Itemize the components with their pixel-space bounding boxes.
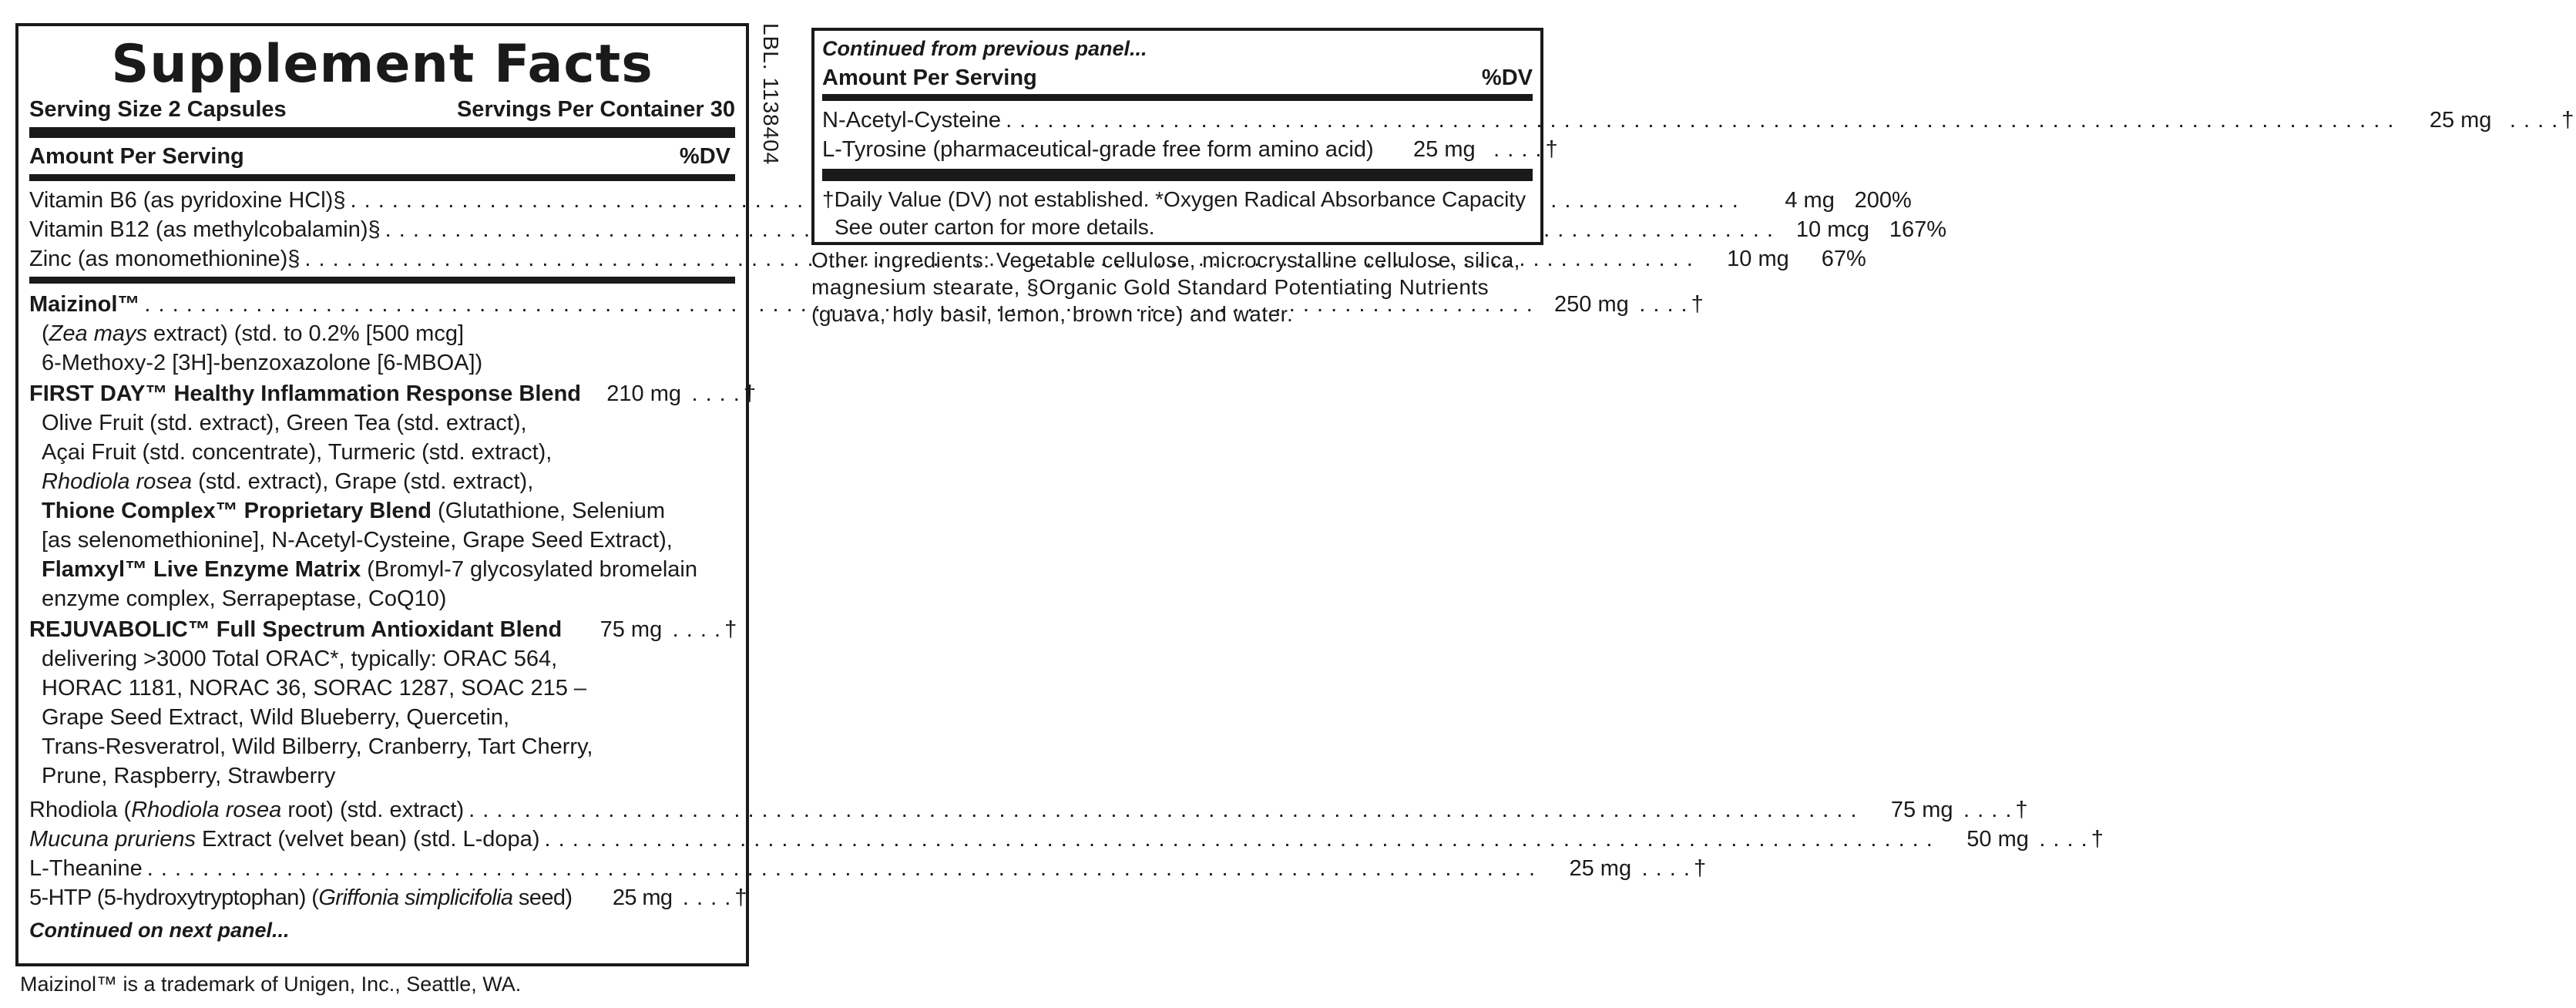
nutrient-row: Zinc (as monomethionine)§ . . . 10 mg 67% [29, 244, 735, 274]
ingredient-description: (Zea mays extract) (std. to 0.2% [500 mcg] [42, 321, 464, 346]
continued-next-label: Continued on next panel... [29, 919, 290, 942]
dv-header: %DV [679, 144, 730, 169]
dv-note: †Daily Value (DV) not established. *Oxygen Radical Absorbance Capacity [822, 187, 1526, 211]
leader-dots [544, 825, 1933, 854]
blend-line: Flamxyl™ Live Enzyme Matrix (Bromyl-7 glycosylated bromelain [42, 557, 697, 582]
blend-line: Olive Fruit (std. extract), Green Tea (std. extract), [42, 411, 527, 435]
blend-line: HORAC 1181, NORAC 36, SORAC 1287, SOAC 215 – [42, 676, 587, 701]
panel-title: Supplement Facts [111, 34, 653, 95]
blend-line: delivering >3000 Total ORAC*, typically: ORAC 564, [42, 647, 558, 671]
blend-line: Trans-Resveratrol, Wild Bilberry, Cranberry, Tart Cherry, [42, 734, 593, 759]
ingredient-row: L-Theanine . . . 25 mg . . . . † [29, 854, 735, 883]
blend-line: Açai Fruit (std. concentrate), Turmeric (std. extract), [42, 440, 552, 465]
servings-per-container: Servings Per Container 30 [456, 97, 735, 122]
leader-dots [1006, 106, 2394, 135]
blend-line: [as selenomethionine], N-Acetyl-Cysteine, Grape Seed Extract), [42, 528, 673, 553]
single-ingredients [29, 795, 2106, 912]
blend-line: Thione Complex™ Proprietary Blend (Glutathione, Selenium [42, 499, 666, 523]
rejuvabolic-block [29, 615, 740, 791]
amount-per-serving-label: Amount Per Serving [29, 144, 244, 169]
nutrient-row: Vitamin B6 (as pyridoxine HCl)§ . . . 4 mg 200% [29, 186, 735, 215]
leader-dots [469, 795, 1857, 825]
blend-line: Rhodiola rosea (std. extract), Grape (std. extract), [42, 469, 534, 494]
label-code [755, 23, 786, 200]
blend-line: Prune, Raspberry, Strawberry [42, 764, 336, 788]
serving-info [29, 97, 735, 123]
blend-line: enzyme complex, Serrapeptase, CoQ10) [42, 586, 447, 611]
ingredient-row: 5-HTP (5-hydroxytryptophan) (Griffonia simplicifolia seed) 25 mg . . . . † [29, 883, 735, 912]
carton-note: See outer carton for more details. [835, 215, 1155, 239]
amount-header [822, 66, 1533, 91]
ingredient-row: FIRST DAY™ Healthy Inflammation Response Blend 210 mg . . . . † [29, 379, 735, 408]
amount-header [29, 138, 735, 174]
ingredient-row: REJUVABOLIC™ Full Spectrum Antioxidant Blend 75 mg . . . . † [29, 615, 735, 644]
continued-items [822, 106, 2576, 164]
ingredient-description: 6-Methoxy-2 [3H]-benzoxazolone [6-MBOA]) [42, 351, 483, 375]
dv-header: %DV [1481, 66, 1533, 90]
trademark-footnote: Maizinol™ is a trademark of Unigen, Inc., Seattle, WA. [20, 973, 522, 996]
blend-line: Grape Seed Extract, Wild Blueberry, Quercetin, [42, 705, 510, 730]
ingredient-row: L-Tyrosine (pharmaceutical-grade free form amino acid) 25 mg . . . . † [822, 135, 1533, 164]
ingredient-row: N-Acetyl-Cysteine . . . 25 mg . . . . † [822, 106, 1533, 135]
divider [29, 127, 735, 138]
continued-prev-label: Continued from previous panel... [822, 37, 1147, 60]
divider [822, 169, 1533, 181]
leader-dots [147, 854, 1536, 883]
divider [29, 174, 735, 181]
first-day-block [29, 379, 758, 613]
ingredient-row: Rhodiola (Rhodiola rosea root) (std. extract) . . . 75 mg . . . . † [29, 795, 735, 825]
maizinol-block [29, 290, 1706, 378]
ingredient-row: Mucuna pruriens Extract (velvet bean) (std. L-dopa) . . . 50 mg . . . . † [29, 825, 735, 854]
other-ingredients: Other ingredients: Vegetable cellulose, microcrystalline cellulose, silica, magnesium stearate, §Organic Gold Standard Potentiating Nutrients (guava, holy basil, lemon, brown rice) and water. [811, 248, 1520, 326]
divider [822, 94, 1533, 101]
nutrient-row: Vitamin B12 (as methylcobalamin)§ . . . 10 mcg 167% [29, 215, 735, 244]
footnotes [822, 186, 1533, 241]
divider [29, 277, 735, 284]
amount-per-serving-label: Amount Per Serving [822, 66, 1037, 90]
label-code-text: LBL. 1138404 [759, 23, 783, 166]
serving-size: Serving Size 2 Capsules [29, 97, 287, 122]
ingredient-row: Maizinol™ . . . 250 mg . . . . † [29, 290, 735, 319]
